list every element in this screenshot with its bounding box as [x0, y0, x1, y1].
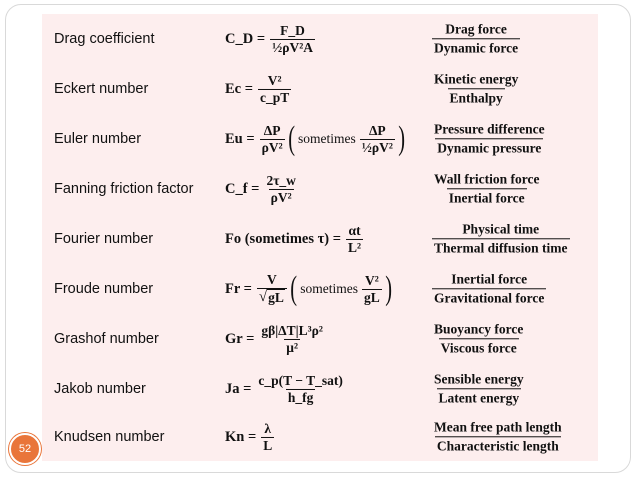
- page-number-badge: 52: [9, 433, 41, 465]
- meaning-numerator: Physical time: [462, 221, 540, 237]
- sqrt-body: gL: [268, 289, 284, 305]
- parameter-name: Fanning friction factor: [54, 181, 194, 197]
- physical-meaning: [432, 20, 520, 57]
- formula-numerator: F_D: [280, 22, 305, 38]
- physical-meaning: [432, 418, 564, 455]
- parameter-name: Knudsen number: [54, 429, 165, 445]
- formula-numerator: αt: [348, 222, 361, 238]
- alt-numerator: V²: [364, 272, 379, 288]
- table-row: [42, 264, 598, 314]
- formula-denominator: μ²: [286, 339, 298, 355]
- formula-denominator: h_fg: [287, 389, 314, 405]
- table-row: [42, 114, 598, 164]
- physical-meaning: [432, 370, 526, 407]
- formula-numerator: V²: [267, 72, 282, 88]
- meaning-numerator: Pressure difference: [434, 121, 545, 137]
- meaning-numerator: Buoyancy force: [434, 321, 524, 337]
- alt-text: sometimes: [297, 131, 356, 146]
- table-row: [42, 364, 598, 414]
- meaning-denominator: Thermal diffusion time: [432, 239, 570, 258]
- parameter-name: Grashof number: [54, 331, 159, 347]
- table-row: [42, 214, 598, 264]
- meaning-numerator: Mean free path length: [434, 419, 562, 435]
- alt-numerator: ΔP: [368, 122, 386, 138]
- left-paren: (: [290, 270, 297, 307]
- formula: [225, 323, 325, 355]
- table-row: [42, 314, 598, 364]
- formula-numerator: 2τ_w: [266, 172, 296, 188]
- formula-fraction: [270, 23, 315, 55]
- physical-meaning: [432, 270, 546, 307]
- alt-text: sometimes: [300, 281, 358, 296]
- formula: [225, 23, 315, 55]
- formula-numerator: V: [267, 272, 277, 288]
- formula-denominator: ρV²: [270, 189, 292, 205]
- formula-symbol: C_D =: [225, 30, 266, 47]
- formula: [225, 223, 363, 255]
- table-row: [42, 164, 598, 214]
- alt-denominator: ½ρV²: [361, 139, 393, 155]
- meaning-denominator: Gravitational force: [432, 289, 546, 308]
- formula-symbol: Ja =: [225, 380, 252, 397]
- meaning-denominator: Dynamic force: [432, 39, 520, 58]
- table-row: [42, 64, 598, 114]
- parameter-name: Froude number: [54, 281, 154, 297]
- sqrt-icon: √: [258, 288, 268, 305]
- formula-denominator: ρV²: [261, 139, 283, 155]
- formula-denominator: L: [263, 437, 273, 453]
- dimensionless-numbers-table: [42, 14, 598, 461]
- formula-denominator: L²: [348, 239, 362, 255]
- formula-denominator: c_pT: [260, 89, 290, 105]
- formula: [225, 373, 345, 405]
- physical-meaning: [432, 220, 570, 257]
- formula: [225, 272, 395, 306]
- formula-fraction: [256, 373, 344, 405]
- formula-symbol: Gr =: [225, 330, 255, 347]
- alt-denominator: gL: [364, 289, 380, 305]
- alt-fraction: [360, 123, 395, 155]
- meaning-numerator: Inertial force: [451, 271, 528, 287]
- right-paren: ): [398, 120, 405, 157]
- parameter-name: Euler number: [54, 131, 142, 147]
- left-paren: (: [287, 120, 295, 157]
- formula-numerator: ΔP: [263, 122, 281, 138]
- physical-meaning: [432, 70, 520, 107]
- formula-fraction: [258, 73, 291, 105]
- meaning-denominator: Inertial force: [447, 189, 527, 208]
- meaning-denominator: Viscous force: [439, 339, 519, 358]
- formula-symbol: Kn =: [225, 428, 257, 445]
- formula-numerator: λ: [264, 420, 272, 436]
- table-row: [42, 14, 598, 64]
- meaning-denominator: Enthalpy: [448, 89, 505, 108]
- formula-fraction: [260, 123, 285, 155]
- formula: [225, 122, 408, 156]
- parameter-name: Fourier number: [54, 231, 154, 247]
- formula-numerator: c_p(T − T_sat): [258, 372, 343, 388]
- meaning-denominator: Characteristic length: [435, 437, 561, 456]
- formula-fraction: [259, 323, 325, 355]
- right-paren: ): [385, 270, 392, 307]
- formula-fraction: [264, 173, 297, 205]
- alt-fraction: [362, 273, 382, 305]
- parameter-name: Drag coefficient: [54, 31, 155, 47]
- physical-meaning: [432, 170, 541, 207]
- meaning-numerator: Sensible energy: [434, 371, 524, 387]
- formula: [225, 73, 291, 105]
- meaning-denominator: Dynamic pressure: [435, 139, 543, 158]
- formula-fraction: [261, 421, 274, 453]
- formula-symbol: C_f =: [225, 180, 260, 197]
- formula-symbol: Eu =: [225, 130, 255, 147]
- sqrt: [259, 289, 285, 306]
- formula-denominator: ½ρV²A: [272, 39, 313, 55]
- table-row: [42, 412, 598, 462]
- formula-numerator: gβ|ΔT|L³ρ²: [261, 322, 323, 338]
- formula-fraction: [257, 272, 287, 306]
- physical-meaning: [432, 320, 525, 357]
- formula-denominator: [257, 288, 287, 306]
- physical-meaning: [432, 120, 547, 157]
- meaning-numerator: Wall friction force: [434, 171, 540, 187]
- parameter-name: Jakob number: [54, 381, 146, 397]
- meaning-numerator: Drag force: [445, 21, 507, 37]
- meaning-numerator: Kinetic energy: [434, 71, 519, 87]
- formula-symbol: Fr =: [225, 280, 252, 297]
- meaning-denominator: Latent energy: [437, 389, 522, 408]
- formula-symbol: Ec =: [225, 80, 253, 97]
- formula: [225, 421, 274, 453]
- formula: [225, 173, 298, 205]
- formula-symbol: Fo (sometimes τ) =: [225, 230, 342, 247]
- formula-fraction: [346, 223, 363, 255]
- parameter-name: Eckert number: [54, 81, 149, 97]
